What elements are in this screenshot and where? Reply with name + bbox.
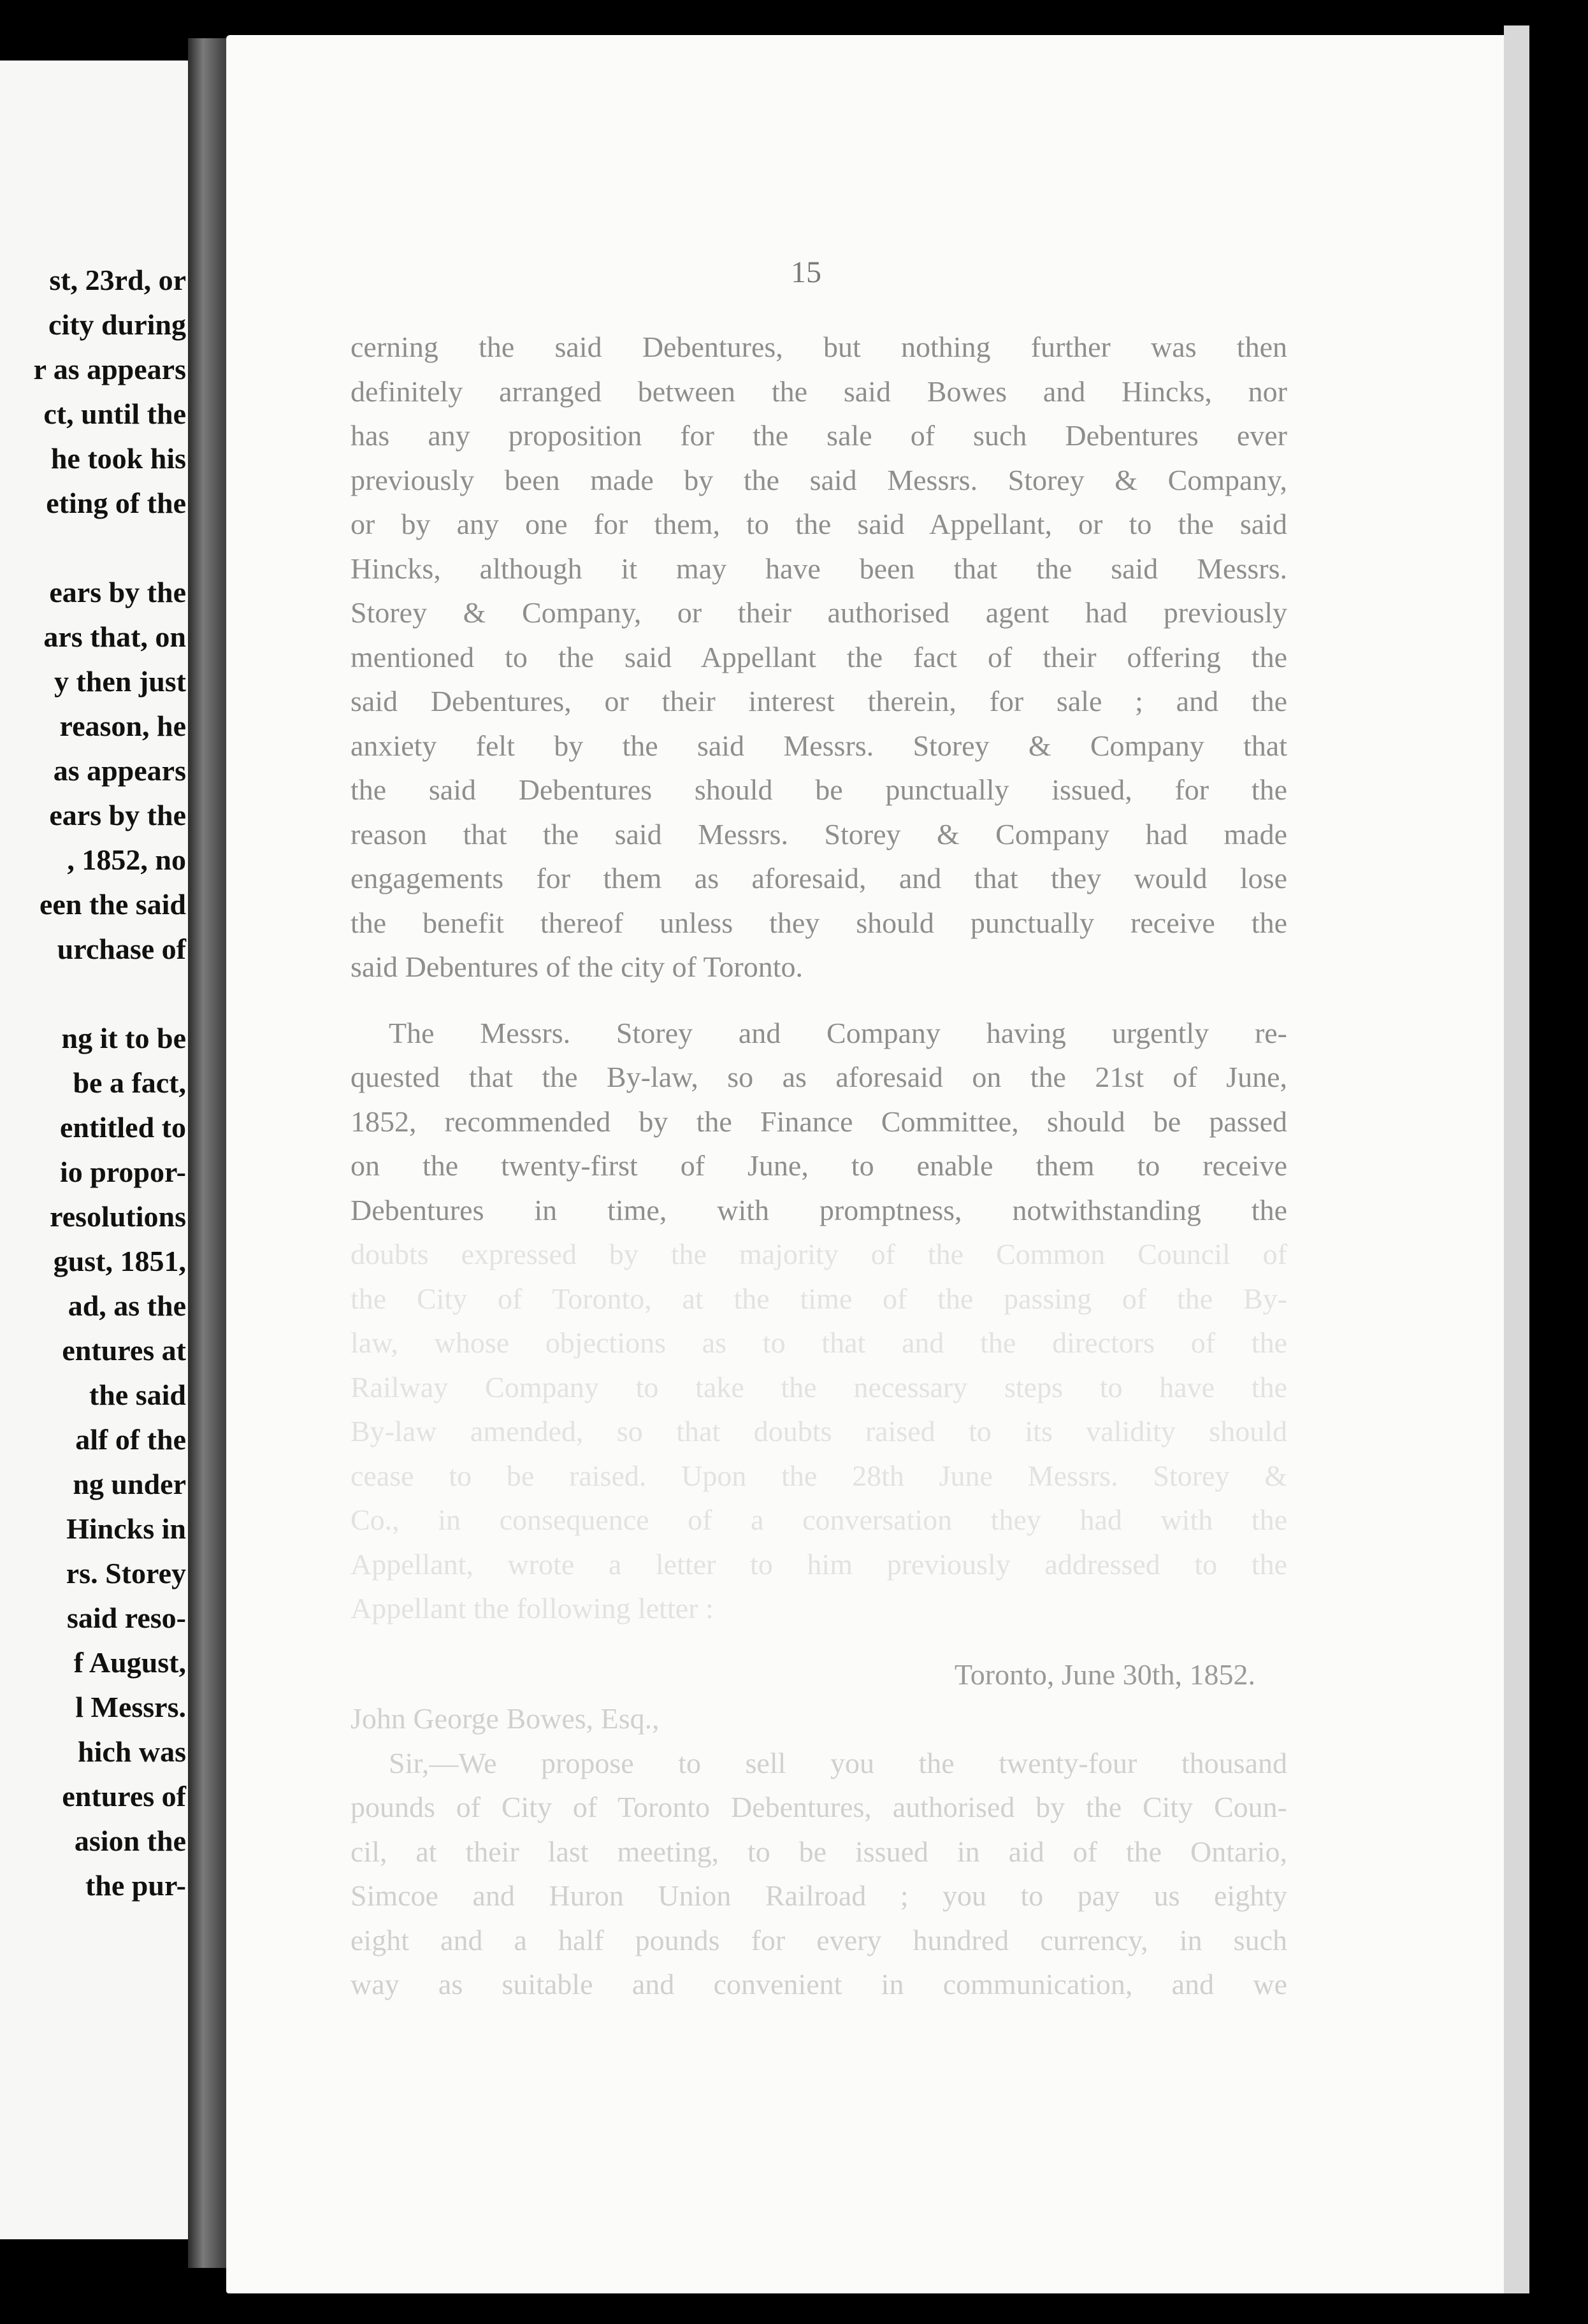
left-text-line: eting of the [46,487,186,519]
body-text-line: Toronto, June 30th, 1852. [954,1658,1255,1691]
left-text-line: be a fact, [73,1066,186,1099]
left-text-line: l Messrs. [75,1691,186,1723]
body-text-line: mentioned to the said Appellant the fact of their offering the [350,640,1287,673]
left-text-line: ng under [73,1468,186,1500]
body-text-line: cil, at their last meeting, to be issued in aid of the Ontario, [350,1835,1287,1868]
left-text-line: een the said [40,888,186,921]
body-text-line: quested that the By-law, so as aforesaid on the 21st of June, [350,1061,1287,1093]
left-text-line: entitled to [59,1111,186,1144]
paragraph-gap [0,526,186,570]
body-text-line: way as suitable and convenient in communication, and we [350,1968,1287,2000]
left-text-line: ct, until the [43,398,186,430]
body-text-line: pounds of City of Toronto Debentures, authorised by the City Coun- [350,1791,1287,1823]
left-text-line: ad, as the [68,1289,186,1322]
left-text-line: st, 23rd, or [49,264,186,296]
body-text-line: eight and a half pounds for every hundred currency, in such [350,1923,1287,1956]
body-text-line: anxiety felt by the said Messrs. Storey & Company that [350,729,1287,762]
body-text-line: The Messrs. Storey and Company having urgently re- [389,1016,1287,1049]
left-text-line: ears by the [49,799,186,831]
body-text-line: 1852, recommended by the Finance Committee, should be passed [350,1105,1287,1138]
left-text-line: the said [89,1379,186,1411]
left-text-line: asion the [74,1825,186,1857]
body-text-line: or by any one for them, to the said Appellant, or to the said [350,508,1287,540]
left-text-line: as appears [53,754,186,787]
left-text-line: ars that, on [43,620,186,653]
body-text-line: said Debentures of the city of Toronto. [350,950,804,983]
body-text-line: has any proposition for the sale of such Debentures ever [350,419,1287,452]
body-text-line: Simcoe and Huron Union Railroad ; you to pay us eighty [350,1879,1287,1912]
body-text-line: reason that the said Messrs. Storey & Company had made [350,817,1287,850]
body-text-line: previously been made by the said Messrs. Storey & Company, [350,463,1287,496]
left-text-line: resolutions [50,1200,186,1233]
left-page-text [0,258,186,1908]
left-text-line: alf of the [75,1423,186,1456]
left-text-line: the pur- [85,1869,186,1902]
left-text-line: city during [48,308,186,341]
body-text-line: the said Debentures should be punctually issued, for the [350,773,1287,806]
left-text-line: hich was [78,1735,186,1768]
body-text-line: By-law amended, so that doubts raised to its validity should [350,1415,1287,1447]
right-page [226,35,1513,2293]
left-text-line: , 1852, no [67,843,186,876]
body-text-line: definitely arranged between the said Bowes and Hincks, nor [350,375,1287,408]
paragraph-gap [350,989,1287,1011]
paragraph-gap [350,1631,1287,1653]
left-text-line: y then just [54,665,186,698]
left-page [0,61,191,2239]
body-text-line: law, whose objections as to that and the directors of the [350,1326,1287,1359]
body-text-line: Sir,—We propose to sell you the twenty-four thousand [389,1746,1287,1779]
left-text-line: urchase of [57,933,186,965]
page-edge [1504,25,1529,2293]
body-text-line: Co., in consequence of a conversation they had with the [350,1503,1287,1536]
left-text-line: ears by the [49,576,186,608]
left-text-line: entures at [62,1334,186,1366]
body-text-line: John George Bowes, Esq., [350,1702,660,1735]
paragraph-gap [0,972,186,1016]
right-page-body [350,325,1287,2007]
left-text-line: Hincks in [66,1512,186,1545]
left-text-line: r as appears [33,353,186,385]
left-text-line: reason, he [59,710,186,742]
body-text-line: engagements for them as aforesaid, and that they would lose [350,862,1287,894]
left-text-line: rs. Storey [66,1557,186,1589]
left-text-line: gust, 1851, [53,1245,186,1277]
body-text-line: said Debentures, or their interest therein, for sale ; and the [350,685,1287,717]
body-text-line: Storey & Company, or their authorised agent had previously [350,596,1287,629]
body-text-line: cerning the said Debentures, but nothing further was then [350,331,1287,363]
left-text-line: said reso- [67,1602,186,1634]
left-text-line: he took his [50,442,186,475]
body-text-line: cease to be raised. Upon the 28th June Messrs. Storey & [350,1459,1287,1492]
left-text-line: f August, [73,1646,186,1679]
left-text-line: ng it to be [61,1022,186,1054]
body-text-line: Appellant, wrote a letter to him previously addressed to the [350,1547,1287,1581]
body-text-line: Railway Company to take the necessary steps to have the [350,1370,1287,1403]
body-text-line: Debentures in time, with promptness, notwithstanding the [350,1193,1287,1226]
body-text-line: Hincks, although it may have been that the said Messrs. [350,552,1287,585]
body-text-line: Appellant the following letter : [350,1592,714,1625]
body-text-line: doubts expressed by the majority of the Common Council of [350,1238,1287,1270]
body-text-line: on the twenty-first of June, to enable them to receive [350,1149,1287,1182]
left-text-line: entures of [62,1780,186,1812]
left-text-line: io propor- [59,1156,186,1188]
page-number: 15 [791,255,821,289]
body-text-line: the City of Toronto, at the time of the passing of the By- [350,1282,1287,1315]
body-text-line: the benefit thereof unless they should punctually receive the [350,906,1287,939]
